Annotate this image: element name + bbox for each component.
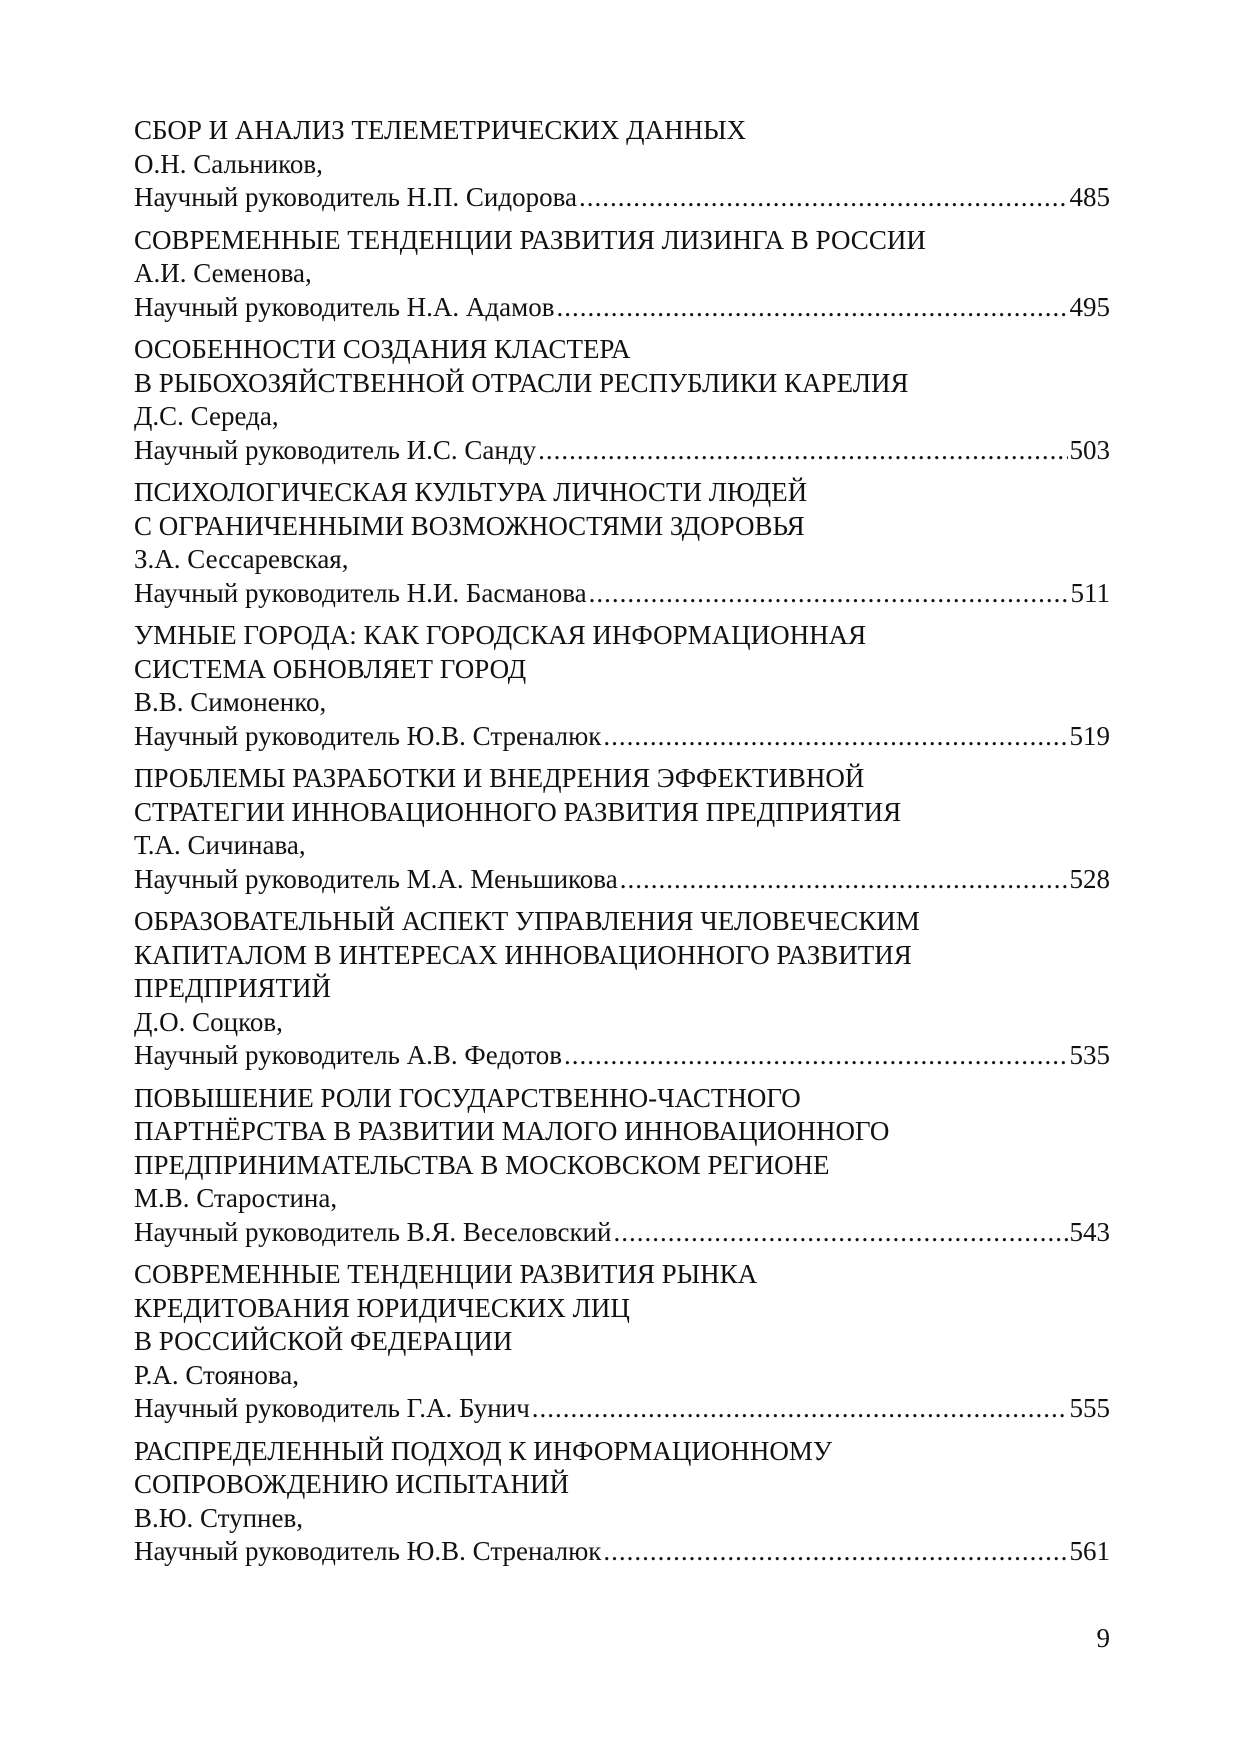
entry-supervisor: Научный руководитель Н.П. Сидорова: [134, 182, 577, 212]
entry-author: В.Ю. Ступнев,: [134, 1502, 303, 1533]
entry-page-ref[interactable]: 561: [1069, 1536, 1110, 1566]
dot-leader: [603, 720, 1067, 754]
entry-supervisor: Научный руководитель Г.А. Бунич: [134, 1393, 530, 1423]
dot-leader: [579, 181, 1068, 215]
entry-supervisor-line: [134, 181, 1110, 215]
entry-page-ref[interactable]: 511: [1070, 577, 1110, 608]
entry-supervisor-line: [134, 720, 1110, 754]
entry-title-line: СОВРЕМЕННЫЕ ТЕНДЕНЦИИ РАЗВИТИЯ РЫНКА: [134, 1259, 758, 1289]
dot-leader: [532, 1392, 1068, 1426]
entry-page-ref[interactable]: 503: [1069, 434, 1110, 465]
entry-supervisor: Научный руководитель М.А. Меньшикова: [134, 863, 618, 894]
dot-leader: [589, 577, 1069, 611]
toc-entry[interactable]: [134, 905, 1110, 1073]
entry-title-line: С ОГРАНИЧЕННЫМИ ВОЗМОЖНОСТЯМИ ЗДОРОВЬЯ: [134, 510, 805, 541]
entry-supervisor-line: [134, 434, 1110, 468]
entry-supervisor: Научный руководитель А.В. Федотов: [134, 1040, 562, 1070]
dot-leader: [564, 1039, 1068, 1073]
entry-supervisor: Научный руководитель Ю.В. Стреналюк: [134, 1536, 602, 1566]
entry-title-line: ПСИХОЛОГИЧЕСКАЯ КУЛЬТУРА ЛИЧНОСТИ ЛЮДЕЙ: [134, 477, 808, 507]
entry-supervisor-line: [134, 1535, 1110, 1569]
toc-entry[interactable]: [134, 1435, 1110, 1569]
toc-entry[interactable]: [134, 1258, 1110, 1426]
entry-title-line: СИСТЕМА ОБНОВЛЯЕТ ГОРОД: [134, 653, 527, 684]
entry-supervisor-line: [134, 291, 1110, 325]
entry-title-line: СОВРЕМЕННЫЕ ТЕНДЕНЦИИ РАЗВИТИЯ ЛИЗИНГА В РОССИИ: [134, 224, 926, 255]
entry-supervisor-line: [134, 863, 1110, 897]
entry-author: Р.А. Стоянова,: [134, 1359, 299, 1390]
entry-title-line: ПРЕДПРИЯТИЙ: [134, 973, 331, 1003]
entry-author: О.Н. Сальников,: [134, 148, 323, 179]
entry-supervisor: Научный руководитель Ю.В. Стреналюк: [134, 720, 602, 751]
toc-entry[interactable]: [134, 1082, 1110, 1250]
entry-title-line: ПРОБЛЕМЫ РАЗРАБОТКИ И ВНЕДРЕНИЯ ЭФФЕКТИВНОЙ: [134, 763, 865, 793]
toc-entry[interactable]: [134, 762, 1110, 896]
entry-author: Д.О. Соцков,: [134, 1006, 283, 1037]
entry-supervisor: Научный руководитель Н.А. Адамов: [134, 291, 555, 322]
entry-title-line: В РОССИЙСКОЙ ФЕДЕРАЦИИ: [134, 1326, 513, 1356]
entry-title-line: РАСПРЕДЕЛЕННЫЙ ПОДХОД К ИНФОРМАЦИОННОМУ: [134, 1435, 832, 1466]
page-number: 9: [1096, 1623, 1110, 1653]
dot-leader: [613, 1216, 1067, 1250]
toc-entry[interactable]: [134, 619, 1110, 753]
entry-author: А.И. Семенова,: [134, 258, 312, 288]
entry-supervisor-line: [134, 1216, 1110, 1250]
entry-page-ref[interactable]: 495: [1069, 291, 1110, 322]
entry-title-line: ПАРТНЁРСТВА В РАЗВИТИИ МАЛОГО ИННОВАЦИОННОГО: [134, 1116, 890, 1146]
entry-author: Д.С. Середа,: [134, 401, 279, 431]
entry-title-line: КАПИТАЛОМ В ИНТЕРЕСАХ ИННОВАЦИОННОГО РАЗВИТИЯ: [134, 939, 912, 970]
entry-author: Т.А. Сичинава,: [134, 830, 306, 860]
entry-page-ref[interactable]: 543: [1069, 1216, 1110, 1247]
entry-supervisor: Научный руководитель В.Я. Веселовский: [134, 1216, 612, 1247]
entry-title-line: ПОВЫШЕНИЕ РОЛИ ГОСУДАРСТВЕННО-ЧАСТНОГО: [134, 1082, 801, 1113]
entry-page-ref[interactable]: 485: [1069, 182, 1110, 212]
entry-title-line: ПРЕДПРИНИМАТЕЛЬСТВА В МОСКОВСКОМ РЕГИОНЕ: [134, 1149, 830, 1180]
dot-leader: [556, 291, 1067, 325]
entry-title-line: ОСОБЕННОСТИ СОЗДАНИЯ КЛАСТЕРА: [134, 334, 631, 364]
entry-author: В.В. Симоненко,: [134, 687, 327, 717]
entry-title-line: УМНЫЕ ГОРОДА: КАК ГОРОДСКАЯ ИНФОРМАЦИОННАЯ: [134, 620, 867, 650]
dot-leader: [620, 863, 1068, 897]
entry-title-line: ОБРАЗОВАТЕЛЬНЫЙ АСПЕКТ УПРАВЛЕНИЯ ЧЕЛОВЕЧЕСКИМ: [134, 906, 920, 936]
entry-page-ref[interactable]: 528: [1069, 863, 1110, 894]
toc-entry[interactable]: [134, 224, 1110, 325]
entry-title-line: СБОР И АНАЛИЗ ТЕЛЕМЕТРИЧЕСКИХ ДАННЫХ: [134, 115, 747, 145]
toc-entry[interactable]: [134, 476, 1110, 610]
entry-supervisor-line: [134, 577, 1110, 611]
entry-title-line: СОПРОВОЖДЕНИЮ ИСПЫТАНИЙ: [134, 1469, 569, 1499]
entry-author: З.А. Сессаревская,: [134, 544, 349, 574]
dot-leader: [538, 434, 1067, 468]
toc-entry[interactable]: [134, 333, 1110, 467]
entry-page-ref[interactable]: 555: [1069, 1393, 1110, 1423]
entry-title-line: КРЕДИТОВАНИЯ ЮРИДИЧЕСКИХ ЛИЦ: [134, 1292, 630, 1323]
entry-supervisor-line: [134, 1039, 1110, 1073]
entry-page-ref[interactable]: 535: [1069, 1040, 1110, 1070]
entry-supervisor: Научный руководитель И.С. Санду: [134, 434, 537, 465]
entry-supervisor: Научный руководитель Н.И. Басманова: [134, 577, 587, 608]
toc-entry[interactable]: [134, 114, 1110, 215]
entry-page-ref[interactable]: 519: [1069, 720, 1110, 751]
entry-supervisor-line: [134, 1392, 1110, 1426]
dot-leader: [603, 1535, 1067, 1569]
entry-title-line: В РЫБОХОЗЯЙСТВЕННОЙ ОТРАСЛИ РЕСПУБЛИКИ КАРЕЛИЯ: [134, 367, 909, 398]
entry-title-line: СТРАТЕГИИ ИННОВАЦИОННОГО РАЗВИТИЯ ПРЕДПРИЯТИЯ: [134, 796, 902, 827]
table-of-contents: [134, 114, 1110, 1578]
entry-author: М.В. Старостина,: [134, 1183, 338, 1213]
